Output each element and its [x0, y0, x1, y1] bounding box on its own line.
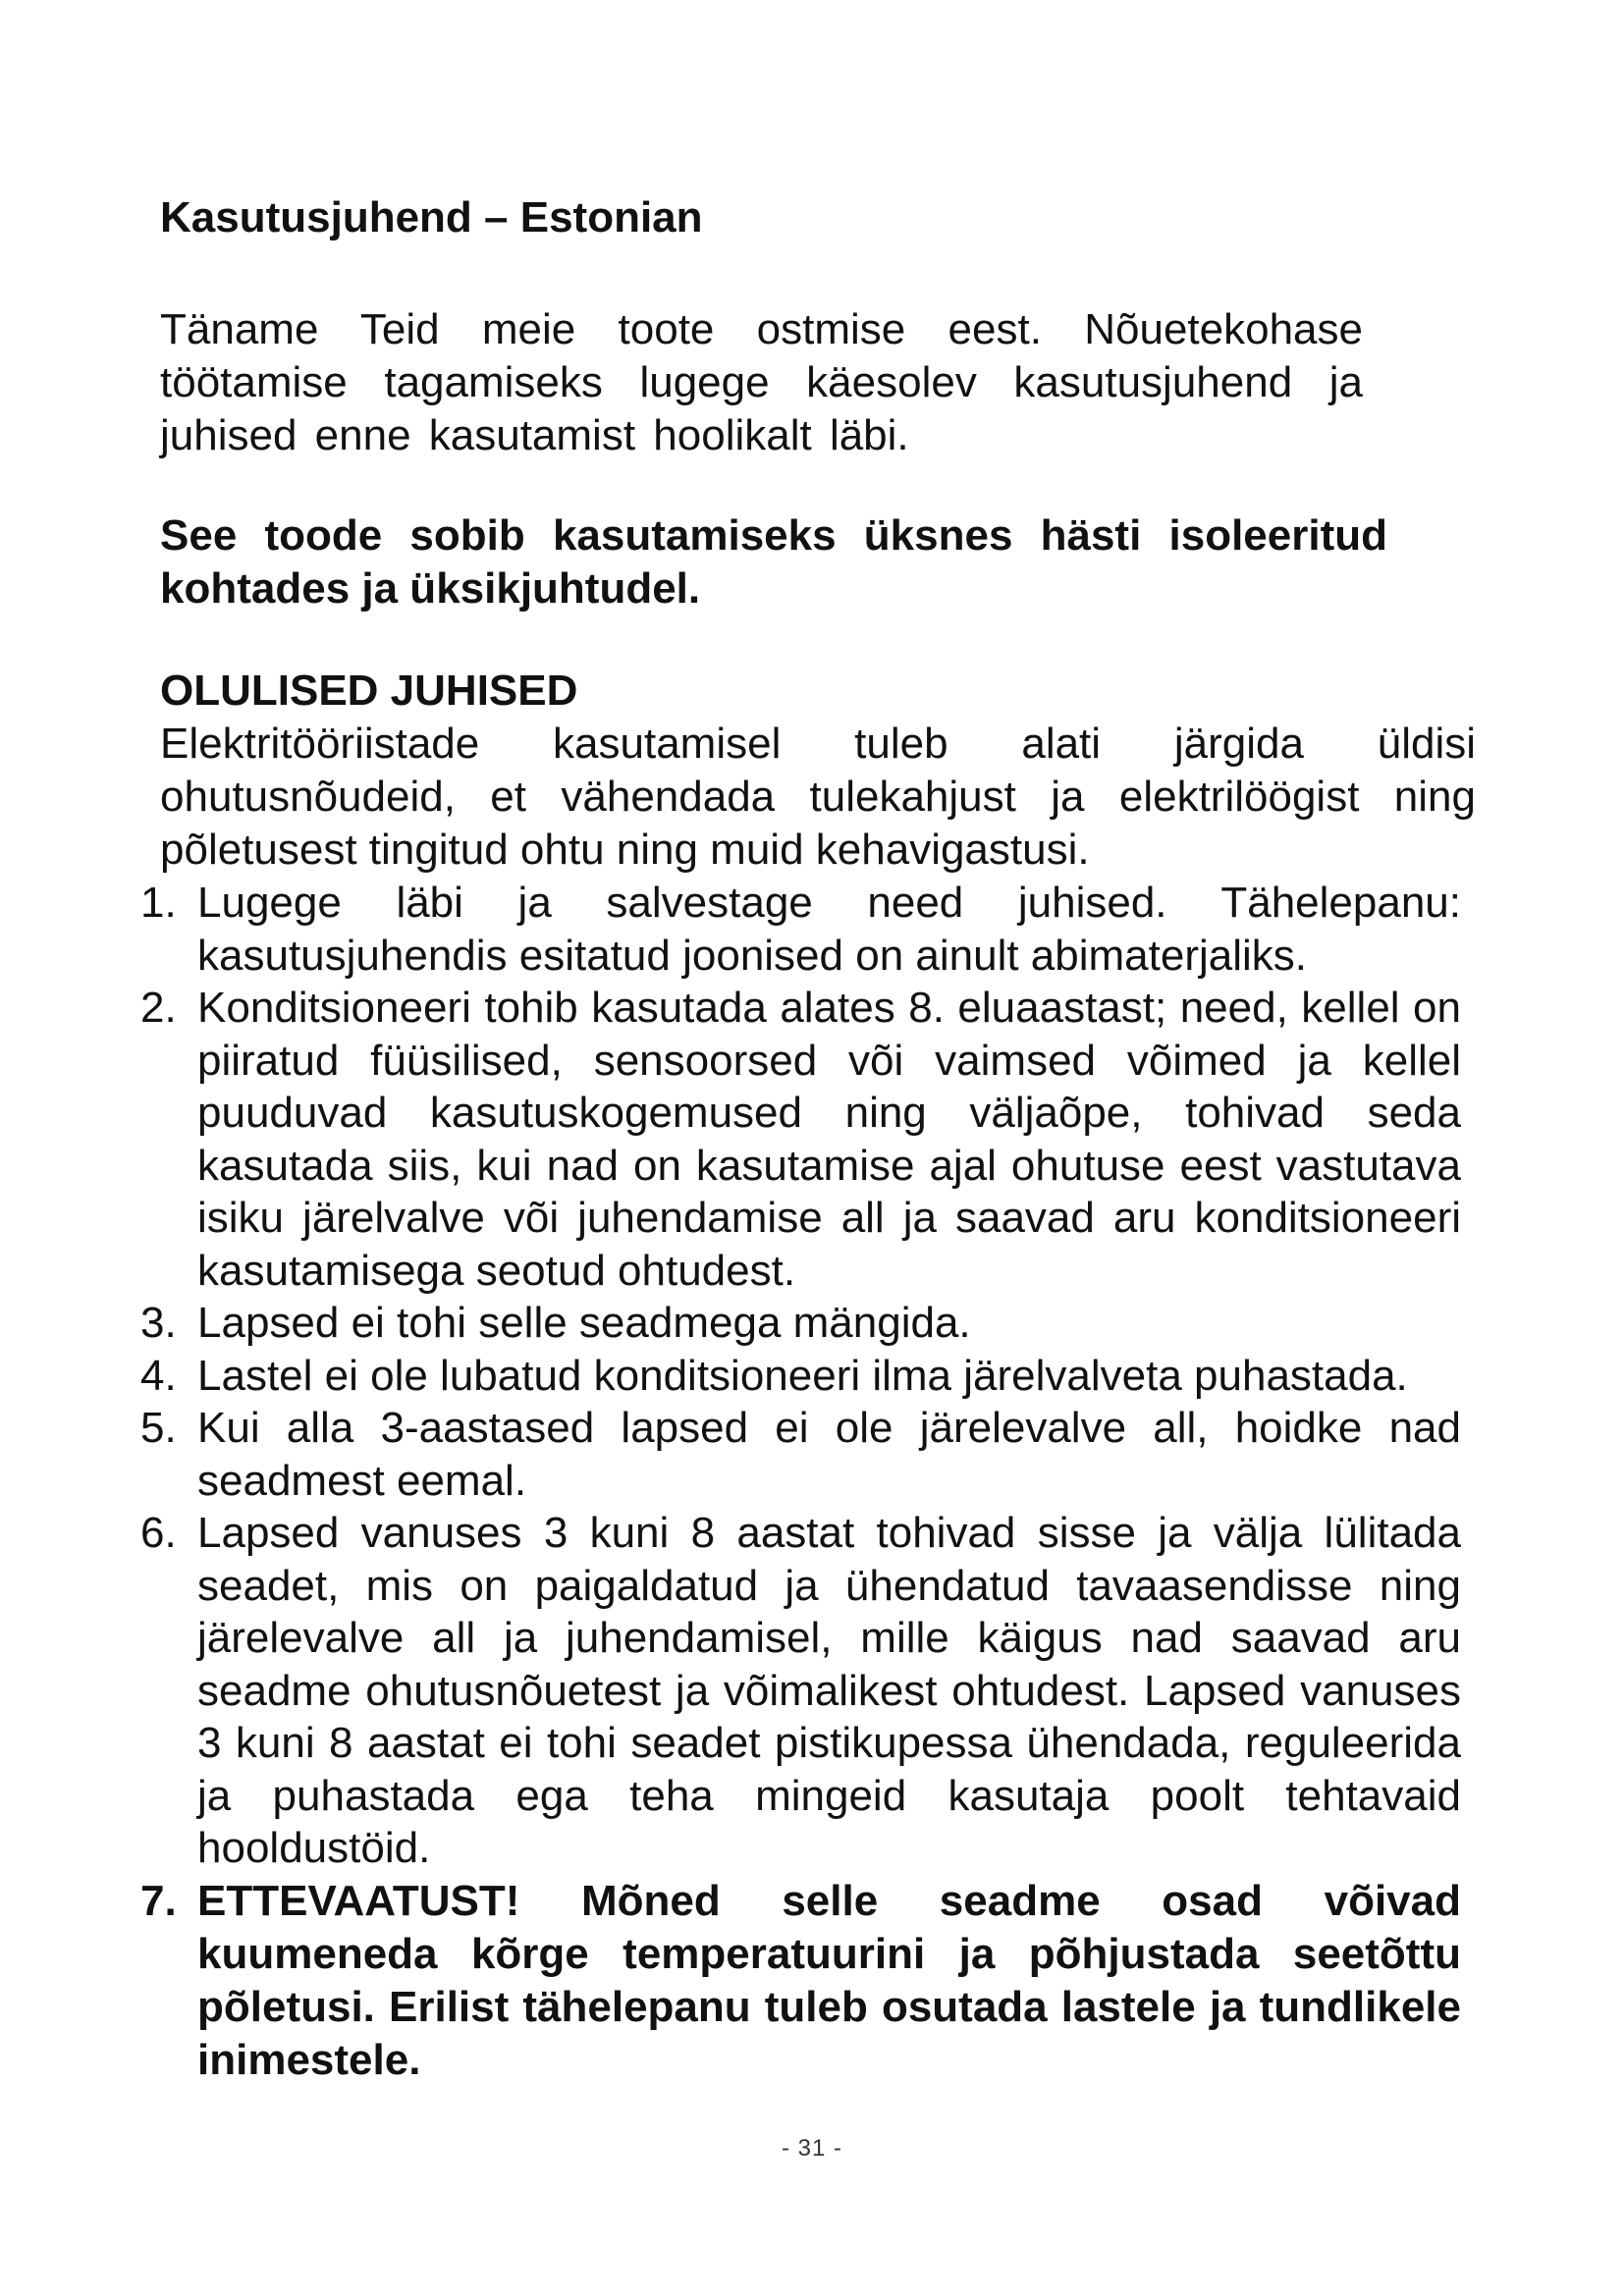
list-item [140, 1507, 1461, 1875]
intro-paragraph: Täname Teid meie toote ostmise eest. Nõuetekohase töötamise tagamiseks lugege käesolev kasutusjuhend ja juhised enne kasutamist hoolikalt läbi. [160, 305, 1363, 459]
section-intro: Elektritööriistade kasutamisel tuleb alati järgida üldisi ohutusnõudeid, et vähendada tulekahjust ja elektrilöögist ning põletusest tingitud ohtu ning muid kehavigastusi. [160, 720, 1476, 874]
page-number: - 31 - [781, 2135, 842, 2162]
item-text: Lapsed ei tohi selle seadmega mängida. [197, 1299, 971, 1347]
item-number: 2. [140, 984, 177, 1032]
item-number: 5. [140, 1404, 177, 1452]
list-item [140, 982, 1461, 1297]
item-text: Lapsed vanuses 3 kuni 8 aastat tohivad sisse ja välja lülitada seadet, mis on paigaldatud ja ühendatud tavaasendisse ning järelevalve all ja juhendamisel, mille käigus nad saavad aru seadme ohutusnõuetest ja võimalikest ohtudest. Lapsed vanuses 3 kuni 8 aastat ei tohi seadet pistikupessa ühendada, reguleerida ja puhastada ega teha mingeid kasutaja poolt tehtavaid hooldustöid. [197, 1509, 1461, 1872]
list-item-caution [140, 1875, 1461, 2087]
section-heading: OLULISED JUHISED [160, 667, 578, 715]
item-text: Kui alla 3-aastased lapsed ei ole järelevalve all, hoidke nad seadmest eemal. [197, 1404, 1461, 1505]
item-text: Lastel ei ole lubatud konditsioneeri ilma järelvalveta puhastada. [197, 1351, 1408, 1400]
list-item [140, 1350, 1461, 1403]
item-text: Lugege läbi ja salvestage need juhised. Tähelepanu: kasutusjuhendis esitatud joonised on ainult abimaterjaliks. [197, 879, 1461, 980]
item-number: 1. [140, 879, 177, 927]
list-item [140, 1402, 1461, 1507]
instructions-list [140, 877, 1481, 2087]
item-number: 6. [140, 1509, 177, 1557]
list-item [140, 1297, 1461, 1350]
usage-warning: See toode sobib kasutamiseks üksnes hästi isoleeritud kohtades ja üksikjuhtudel. [160, 511, 1387, 613]
item-text: ETTEVAATUST! Mõned selle seadme osad võivad kuumeneda kõrge temperatuurini ja põhjustada seetõttu põletusi. Erilist tähelepanu tuleb osutada lastele ja tundlikele inimestele. [197, 1876, 1461, 2084]
document-page [140, 191, 1481, 2087]
item-number: 3. [140, 1299, 177, 1347]
item-number: 7. [140, 1876, 177, 1925]
list-item [140, 877, 1461, 982]
item-text: Konditsioneeri tohib kasutada alates 8. eluaastast; need, kellel on piiratud füüsilised, sensoorsed või vaimsed võimed ja kellel puuduvad kasutuskogemused ning väljaõpe, tohivad seda kasutada siis, kui nad on kasutamise ajal ohutuse eest vastutava isiku järelvalve või juhendamise all ja saavad aru konditsioneeri kasutamisega seotud ohtudest. [197, 984, 1461, 1295]
item-number: 4. [140, 1351, 177, 1400]
document-title: Kasutusjuhend – Estonian [160, 193, 703, 241]
